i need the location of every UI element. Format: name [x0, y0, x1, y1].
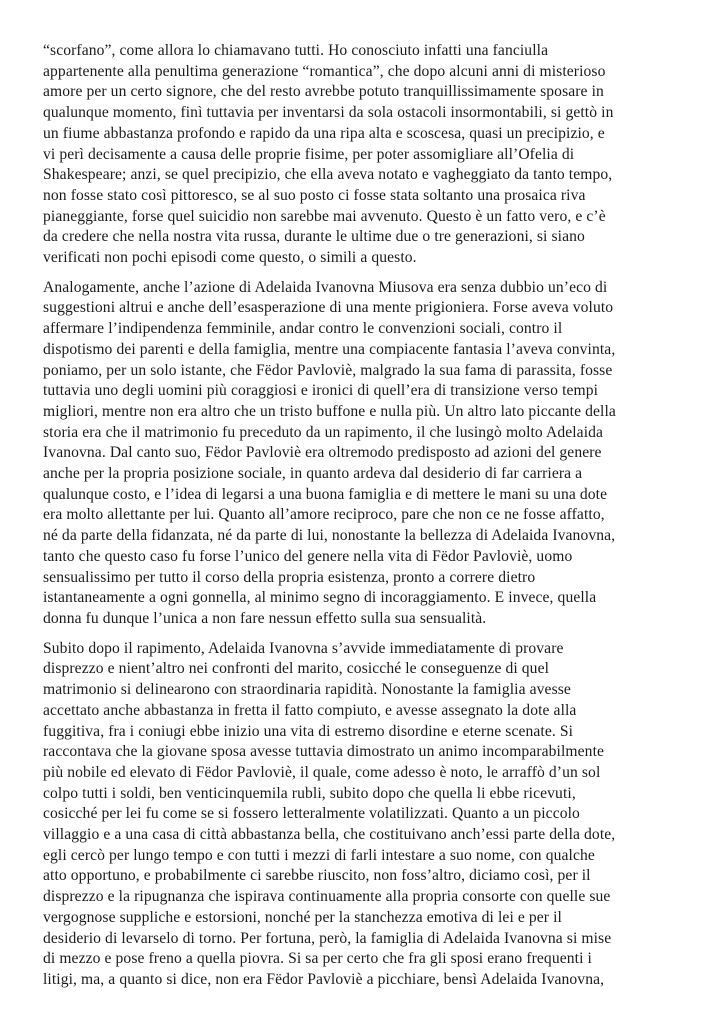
text-line: migliori, mentre non era altro che un tristo buffone e nulla più. Un altro lato piccante della [43, 402, 616, 420]
text-line: egli cercò per lungo tempo e con tutti i mezzi di farli intestare a suo nome, con qualche [43, 846, 595, 864]
paragraph [43, 639, 688, 991]
text-line: Shakespeare; anzi, se quel precipizio, che ella aveva notato e vagheggiato da tanto tempo, [43, 166, 613, 184]
text-line: istantaneamente a ogni gonnella, al minimo segno di incoraggiamento. E invece, quella [43, 589, 597, 607]
text-line: tanto che questo caso fu forse l’unico del genere nella vita di Fëdor Pavloviè, uomo [43, 547, 573, 565]
text-line: verificati non pochi episodi come questo, o simili a questo. [43, 249, 417, 267]
text-line: raccontava che la giovane sposa avesse tuttavia dimostrato un animo incomparabilmente [43, 743, 605, 761]
paragraph [43, 41, 688, 269]
paragraph [43, 278, 688, 630]
text-line: amore per un certo signore, che del resto avrebbe potuto tranquillissimamente sposare in [43, 83, 604, 101]
text-line: era molto allettante per lui. Quanto all’amore reciproco, pare che non ce ne fosse affatto, [43, 506, 605, 524]
text-line: accettato anche abbastanza in fretta il fatto compiuto, e avesse assegnato la dote alla [43, 701, 577, 719]
text-line: non fosse stato così pittoresco, se al suo posto ci fosse stata soltanto una prosaica riva [43, 186, 586, 204]
text-line: vi perì decisamente a causa delle proprie fisime, per poter assomigliare all’Ofelia di [43, 145, 575, 163]
text-line: appartenente alla penultima generazione “romantica”, che dopo alcuni anni di misterioso [43, 62, 606, 80]
text-line: cosicché per lei fu come se si fossero letteralmente volatilizzati. Quanto a un piccolo [43, 805, 580, 823]
text-line: Ivanovna. Dal canto suo, Fëdor Pavloviè era oltremodo predisposto ad azioni del genere [43, 444, 602, 462]
text-line: desiderio di levarselo di torno. Per fortuna, però, la famiglia di Adelaida Ivanovna si mise [43, 929, 612, 947]
text-line: affermare l’indipendenza femminile, andar contro le convenzioni sociali, contro il [43, 320, 563, 338]
text-line: atto opportuno, e probabilmente ci sarebbe riuscito, non foss’altro, diciamo così, per il [43, 867, 591, 885]
text-line: da credere che nella nostra vita russa, durante le ultime due o tre generazioni, si siano [43, 228, 585, 246]
text-line: storia era che il matrimonio fu preceduto da un rapimento, il che lusingò molto Adelaida [43, 423, 604, 441]
text-line: villaggio e a una casa di città abbastanza bella, che costituivano anch’essi parte della dote, [43, 826, 616, 844]
text-line: qualunque costo, e l’idea di legarsi a una buona famiglia e di mettere le mani su una dote [43, 485, 608, 503]
text-line: fuggitiva, fra i coniugi ebbe inizio una vita di estremo disordine e eterne scenate. Si [43, 722, 574, 740]
text-line: disprezzo e la ripugnanza che ispirava continuamente alla propria consorte con quelle sue [43, 888, 611, 906]
text-line: tuttavia uno degli uomini più coraggiosi e ironici di quell’era di transizione verso tempi [43, 382, 599, 400]
text-line: anche per la propria posizione sociale, in quanto ardeva dal desiderio di far carriera a [43, 465, 583, 483]
text-line: disprezzo e nient’altro nei confronti del marito, cosicché le conseguenze di quel [43, 660, 550, 678]
text-line: di mezzo e pose freno a quella piovra. Si sa per certo che fra gli sposi erano frequenti i [43, 950, 592, 968]
text-line: qualunque momento, finì tuttavia per inventarsi da sola ostacoli insormontabili, si gettò in [43, 104, 614, 122]
text-line: “scorfano”, come allora lo chiamavano tutti. Ho conosciuto infatti una fanciulla [43, 42, 549, 59]
text-line: Analogamente, anche l’azione di Adelaida Ivanovna Miusova era senza dubbio un’eco di [43, 278, 608, 296]
text-line: sensualissimo per tutto il corso della propria esistenza, pronto a correre dietro [43, 568, 536, 586]
text-line: litigi, ma, a quanto si dice, non era Fëdor Pavloviè a picchiare, bensì Adelaida Ivanovna, [43, 970, 605, 988]
text-line: donna fu dunque l’unica a non fare nessun effetto sulla sua sensualità. [43, 609, 487, 627]
text-line: colpo tutti i soldi, ben venticinquemila rubli, subito dopo che quella li ebbe ricevuti, [43, 784, 576, 802]
text-line: Subito dopo il rapimento, Adelaida Ivanovna s’avvide immediatamente di provare [43, 639, 564, 657]
text-line: suggestioni altrui e anche dell’esasperazione di una mente prigioniera. Forse aveva voluto [43, 299, 614, 317]
text-line: dispotismo dei parenti e della famiglia, mentre una compiacente fantasia l’aveva convinta, [43, 340, 616, 358]
text-line: poniamo, per un solo istante, che Fëdor Pavloviè, malgrado la sua fama di parassita, fosse [43, 361, 613, 379]
text-line: un fiume abbastanza profondo e rapido da una ripa alta e scoscesa, quasi un precipizio, e [43, 124, 605, 142]
page-text [43, 41, 688, 991]
text-line: vergognose suppliche e estorsioni, nonché per la stanchezza emotiva di lei e per il [43, 908, 562, 926]
text-line: più nobile ed elevato di Fëdor Pavloviè, il quale, come adesso è noto, le arraffò d’un sol [43, 763, 601, 781]
text-line: né da parte della fidanzata, né da parte di lui, nonostante la bellezza di Adelaida Ivanovna, [43, 527, 616, 545]
text-line: pianeggiante, forse quel suicidio non sarebbe mai avvenuto. Questo è un fatto vero, e c’è [43, 207, 606, 225]
text-line: matrimonio si delinearono con straordinaria rapidità. Nonostante la famiglia avesse [43, 681, 571, 699]
